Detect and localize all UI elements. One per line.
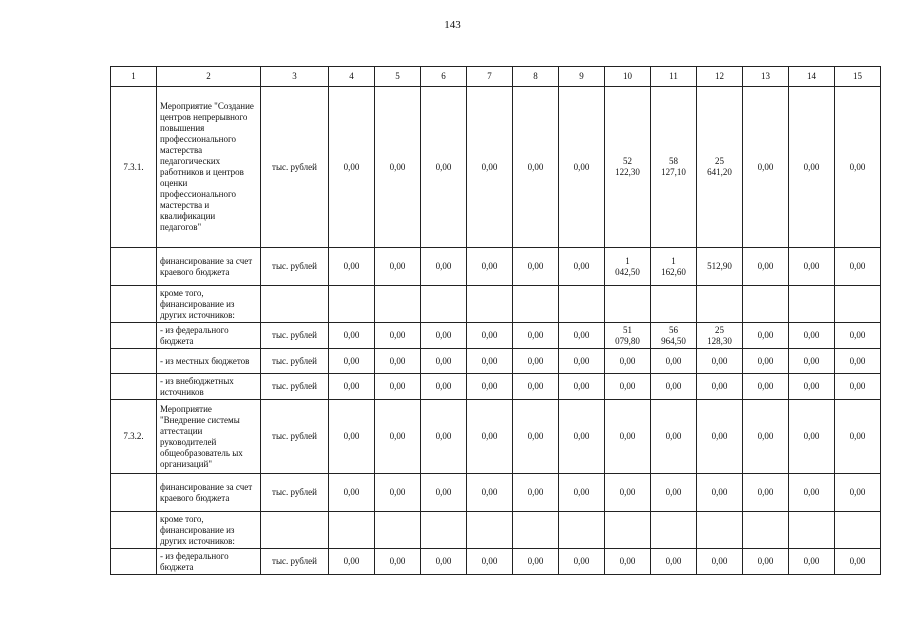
value-cell: 0,00	[329, 474, 375, 512]
row-code: 7.3.2.	[111, 400, 157, 474]
row-name: - из федерального бюджета	[157, 549, 261, 575]
value-cell: 0,00	[743, 323, 789, 349]
value-line: 25	[715, 156, 724, 166]
value-cell: 0,00	[375, 349, 421, 374]
row-unit: тыс. рублей	[261, 549, 329, 575]
value-cell: 0,00	[743, 400, 789, 474]
row-name: - из внебюджетных источников	[157, 374, 261, 400]
value-cell: 0,00	[513, 248, 559, 286]
row-code	[111, 323, 157, 349]
row-name: - из местных бюджетов	[157, 349, 261, 374]
value-line: 964,50	[661, 335, 686, 346]
value-cell	[375, 286, 421, 323]
value-cell	[743, 286, 789, 323]
value-cell: 0,00	[329, 374, 375, 400]
column-header: 2	[157, 67, 261, 87]
value-cell: 0,00	[467, 400, 513, 474]
value-cell	[513, 286, 559, 323]
value-cell: 0,00	[421, 87, 467, 248]
value-cell	[375, 512, 421, 549]
value-cell: 0,00	[559, 248, 605, 286]
value-cell: 0,00	[789, 248, 835, 286]
row-unit: тыс. рублей	[261, 400, 329, 474]
value-cell: 0,00	[513, 549, 559, 575]
row-unit: тыс. рублей	[261, 349, 329, 374]
value-cell	[421, 512, 467, 549]
value-cell: 0,00	[605, 374, 651, 400]
value-cell: 0,00	[835, 323, 881, 349]
value-cell: 0,00	[559, 549, 605, 575]
row-unit: тыс. рублей	[261, 474, 329, 512]
value-cell	[651, 87, 697, 248]
value-cell: 0,00	[421, 349, 467, 374]
value-cell: 0,00	[559, 374, 605, 400]
row-name: финансирование за счет краевого бюджета	[157, 474, 261, 512]
value-cell: 0,00	[605, 474, 651, 512]
value-cell	[651, 323, 697, 349]
value-line: 641,20	[707, 167, 732, 177]
value-cell: 0,00	[421, 549, 467, 575]
value-cell: 0,00	[513, 323, 559, 349]
row-code	[111, 286, 157, 323]
value-cell: 0,00	[421, 474, 467, 512]
value-cell	[651, 248, 697, 286]
row-name: Мероприятие "Внедрение системы аттестации руководителей общеобразователь ых организаций"	[157, 400, 261, 474]
table-row	[111, 474, 881, 512]
value-cell: 0,00	[743, 549, 789, 575]
value-line: 042,50	[615, 266, 640, 277]
column-header: 1	[111, 67, 157, 87]
table-row	[111, 400, 881, 474]
row-code	[111, 374, 157, 400]
table-row	[111, 512, 881, 549]
value-cell: 512,90	[697, 248, 743, 286]
value-cell: 0,00	[605, 349, 651, 374]
value-cell: 0,00	[789, 349, 835, 374]
value-cell: 0,00	[375, 374, 421, 400]
value-cell: 0,00	[467, 349, 513, 374]
value-cell: 0,00	[651, 374, 697, 400]
value-cell: 0,00	[421, 248, 467, 286]
value-cell	[467, 512, 513, 549]
column-header: 15	[835, 67, 881, 87]
row-code	[111, 549, 157, 575]
budget-table	[110, 66, 881, 575]
value-cell: 0,00	[605, 549, 651, 575]
value-cell: 0,00	[789, 474, 835, 512]
value-cell	[697, 512, 743, 549]
value-cell: 0,00	[697, 549, 743, 575]
value-cell: 0,00	[513, 400, 559, 474]
value-cell: 0,00	[329, 248, 375, 286]
value-cell	[835, 512, 881, 549]
row-name: финансирование за счет краевого бюджета	[157, 248, 261, 286]
value-cell: 0,00	[651, 349, 697, 374]
value-cell: 0,00	[743, 248, 789, 286]
value-cell: 0,00	[651, 400, 697, 474]
value-cell: 0,00	[743, 474, 789, 512]
column-header: 7	[467, 67, 513, 87]
value-line: 122,30	[615, 167, 640, 177]
column-header: 12	[697, 67, 743, 87]
table-row	[111, 87, 881, 248]
value-cell	[697, 87, 743, 248]
value-cell	[651, 286, 697, 323]
value-cell: 0,00	[697, 374, 743, 400]
column-header: 5	[375, 67, 421, 87]
value-cell: 0,00	[789, 400, 835, 474]
value-cell	[605, 286, 651, 323]
value-cell: 0,00	[789, 323, 835, 349]
header-row	[111, 67, 881, 87]
value-cell: 0,00	[329, 549, 375, 575]
column-header: 3	[261, 67, 329, 87]
value-cell: 0,00	[697, 400, 743, 474]
value-cell	[605, 248, 651, 286]
column-header: 10	[605, 67, 651, 87]
value-cell: 0,00	[835, 248, 881, 286]
value-cell: 0,00	[559, 87, 605, 248]
row-code: 7.3.1.	[111, 87, 157, 248]
value-cell: 0,00	[789, 374, 835, 400]
row-name: - из федерального бюджета	[157, 323, 261, 349]
value-cell: 0,00	[513, 374, 559, 400]
value-cell	[789, 512, 835, 549]
value-cell	[697, 286, 743, 323]
value-cell	[789, 286, 835, 323]
value-cell: 0,00	[835, 474, 881, 512]
column-header: 8	[513, 67, 559, 87]
table-row	[111, 286, 881, 323]
value-cell: 0,00	[743, 374, 789, 400]
value-cell: 0,00	[651, 474, 697, 512]
value-line: 52	[623, 156, 632, 166]
value-cell: 0,00	[467, 374, 513, 400]
value-cell: 0,00	[421, 374, 467, 400]
value-cell: 0,00	[375, 323, 421, 349]
value-cell: 0,00	[467, 248, 513, 286]
value-cell: 0,00	[329, 349, 375, 374]
column-header: 9	[559, 67, 605, 87]
row-code	[111, 349, 157, 374]
value-cell: 0,00	[835, 400, 881, 474]
value-cell: 0,00	[467, 549, 513, 575]
value-cell	[697, 323, 743, 349]
row-name: кроме того, финансирование из других источников:	[157, 286, 261, 323]
row-name: Мероприятие "Создание центров непрерывного повышения профессионального мастерства педагогических работников и центров оценки профессионального мастерства и квалификации педагогов"	[157, 87, 261, 248]
value-cell: 0,00	[421, 323, 467, 349]
value-cell: 0,00	[697, 474, 743, 512]
value-cell	[467, 286, 513, 323]
value-cell: 0,00	[835, 349, 881, 374]
value-cell	[605, 323, 651, 349]
value-cell	[605, 87, 651, 248]
value-cell: 0,00	[375, 474, 421, 512]
value-cell: 0,00	[789, 87, 835, 248]
value-cell: 0,00	[559, 323, 605, 349]
value-cell	[651, 512, 697, 549]
value-cell: 0,00	[329, 87, 375, 248]
table-row	[111, 323, 881, 349]
value-line: 1	[625, 255, 630, 266]
value-line: 128,30	[707, 335, 732, 346]
value-cell: 0,00	[513, 349, 559, 374]
value-line: 58	[669, 156, 678, 166]
value-cell: 0,00	[835, 374, 881, 400]
row-code	[111, 248, 157, 286]
row-unit	[261, 286, 329, 323]
value-cell: 0,00	[467, 323, 513, 349]
value-cell: 0,00	[559, 349, 605, 374]
value-line: 079,80	[615, 335, 640, 346]
value-cell	[329, 286, 375, 323]
value-cell: 0,00	[513, 474, 559, 512]
value-cell: 0,00	[329, 400, 375, 474]
value-cell	[559, 286, 605, 323]
value-cell	[743, 512, 789, 549]
value-cell: 0,00	[513, 87, 559, 248]
row-unit: тыс. рублей	[261, 323, 329, 349]
value-cell	[421, 286, 467, 323]
table-row	[111, 374, 881, 400]
value-cell: 0,00	[375, 400, 421, 474]
value-cell: 0,00	[467, 87, 513, 248]
value-line: 25	[715, 324, 724, 335]
value-cell: 0,00	[421, 400, 467, 474]
row-unit: тыс. рублей	[261, 248, 329, 286]
row-unit	[261, 512, 329, 549]
value-cell	[329, 512, 375, 549]
value-line: 1	[671, 255, 676, 266]
column-header: 11	[651, 67, 697, 87]
value-cell	[559, 512, 605, 549]
table-row	[111, 349, 881, 374]
table-row	[111, 549, 881, 575]
value-cell: 0,00	[329, 323, 375, 349]
column-header: 6	[421, 67, 467, 87]
value-cell: 0,00	[697, 349, 743, 374]
column-header: 4	[329, 67, 375, 87]
value-cell: 0,00	[605, 400, 651, 474]
value-cell	[513, 512, 559, 549]
row-unit: тыс. рублей	[261, 87, 329, 248]
value-cell: 0,00	[375, 87, 421, 248]
value-cell: 0,00	[651, 549, 697, 575]
value-cell: 0,00	[835, 549, 881, 575]
value-cell	[605, 512, 651, 549]
value-cell: 0,00	[467, 474, 513, 512]
column-header: 14	[789, 67, 835, 87]
column-header: 13	[743, 67, 789, 87]
row-unit: тыс. рублей	[261, 374, 329, 400]
row-code	[111, 512, 157, 549]
row-name: кроме того, финансирование из других источников:	[157, 512, 261, 549]
value-line: 51	[623, 324, 632, 335]
value-cell	[835, 286, 881, 323]
value-cell: 0,00	[559, 400, 605, 474]
value-cell: 0,00	[835, 87, 881, 248]
value-line: 127,10	[661, 167, 686, 177]
value-cell: 0,00	[743, 349, 789, 374]
value-cell: 0,00	[559, 474, 605, 512]
row-code	[111, 474, 157, 512]
page-number: 143	[444, 19, 461, 31]
value-cell: 0,00	[743, 87, 789, 248]
value-cell: 0,00	[375, 248, 421, 286]
value-line: 56	[669, 324, 678, 335]
value-cell: 0,00	[789, 549, 835, 575]
value-cell: 0,00	[375, 549, 421, 575]
table-row	[111, 248, 881, 286]
value-line: 162,60	[661, 266, 686, 277]
